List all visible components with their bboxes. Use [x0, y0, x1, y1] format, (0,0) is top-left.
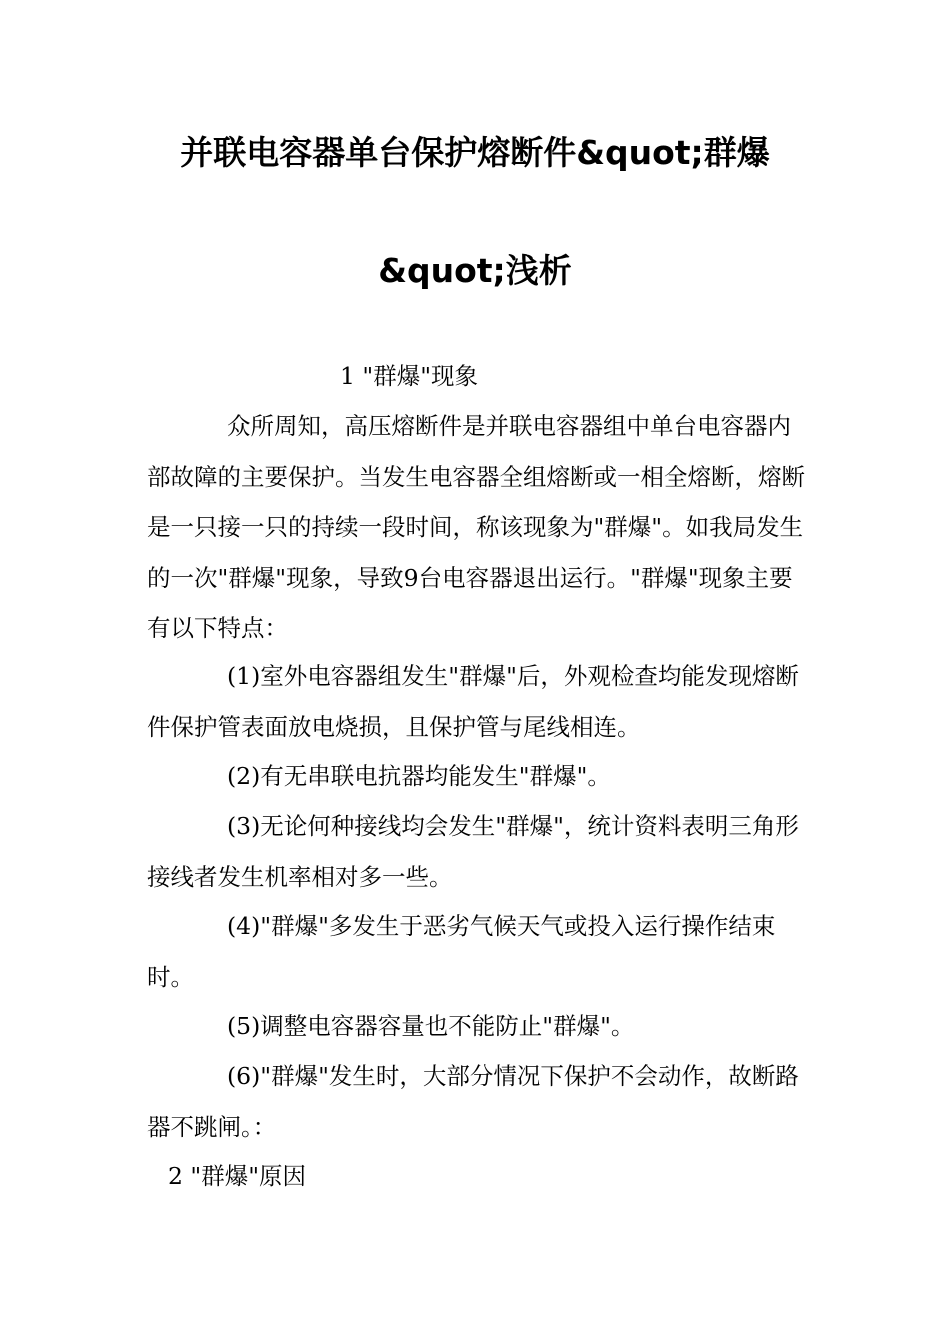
list-item-3: (3)无论何种接线均会发生"群爆"，统计资料表明三角形接线者发生机率相对多一些。 [147, 812, 799, 891]
list-item-5: (5)调整电容器容量也不能防止"群爆"。 [227, 1012, 635, 1040]
document-title-line-2: &quot;浅析 [378, 251, 572, 290]
section-2-heading: 2 "群爆"原因 [168, 1162, 307, 1190]
paragraph-intro: 众所周知，高压熔断件是并联电容器组中单台电容器内部故障的主要保护。当发生电容器全组熔断或一相全熔断，熔断是一只接一只的持续一段时间，称该现象为"群爆"。如我局发生的一次"群爆"现象，导致9台电容器退出运行。"群爆"现象主要有以下特点： [147, 412, 805, 642]
list-item-6: (6)"群爆"发生时，大部分情况下保护不会动作，故断路器不跳闸。： [147, 1062, 799, 1141]
list-item-4: (4)"群爆"多发生于恶劣气候天气或投入运行操作结束时。 [147, 912, 776, 991]
list-item-2: (2)有无串联电抗器均能发生"群爆"。 [227, 762, 611, 790]
list-item-1: (1)室外电容器组发生"群爆"后，外观检查均能发现熔断件保护管表面放电烧损，且保护管与尾线相连。 [147, 662, 799, 741]
section-1-heading: 1 "群爆"现象 [340, 362, 479, 390]
document-title-line-1: 并联电容器单台保护熔断件&quot;群爆 [180, 133, 770, 172]
